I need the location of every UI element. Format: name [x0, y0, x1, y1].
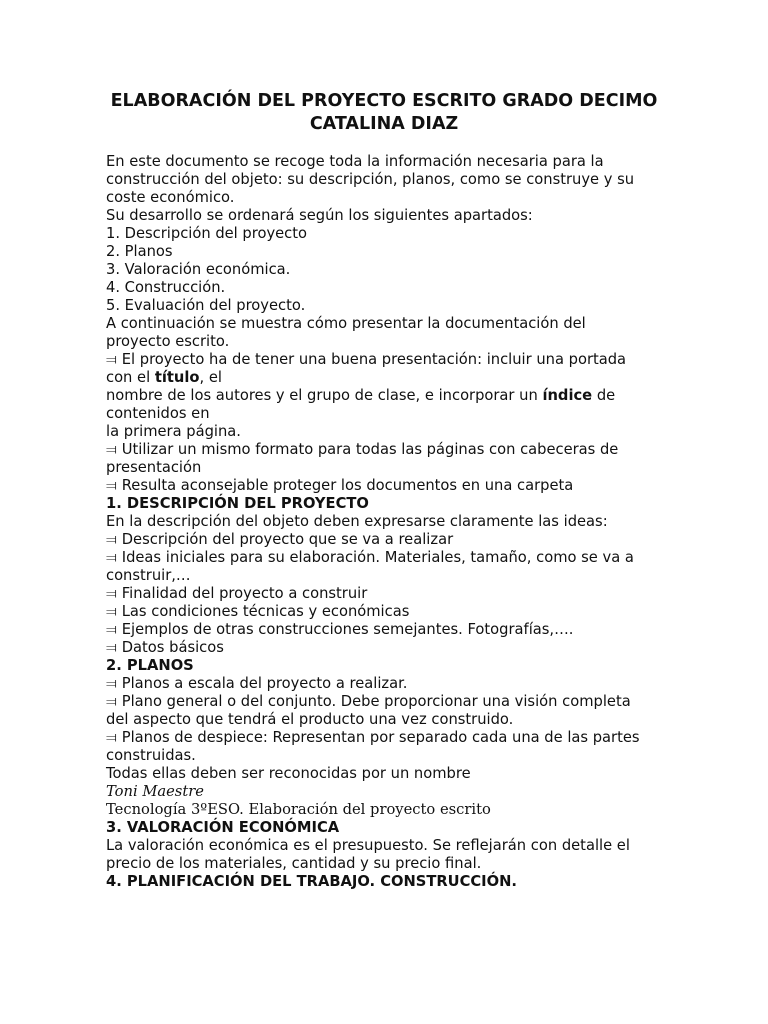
bullet-line: ⫤ Ejemplos de otras construcciones semejantes. Fotografías,….: [106, 621, 574, 638]
list-item: 5. Evaluación del proyecto.: [106, 297, 306, 314]
footer-author: Toni Maestre: [106, 783, 204, 800]
text-span: con el: [106, 369, 155, 386]
footer-course: Tecnología 3ºESO. Elaboración del proyecto escrito: [106, 801, 491, 818]
text-span: nombre de los autores y el grupo de clase, e incorporar un: [106, 387, 543, 404]
text-line: precio de los materiales, cantidad y su precio final.: [106, 855, 482, 872]
section-heading: 4. PLANIFICACIÓN DEL TRABAJO. CONSTRUCCIÓN.: [106, 873, 517, 890]
list-item: 1. Descripción del proyecto: [106, 225, 307, 242]
section-heading: 1. DESCRIPCIÓN DEL PROYECTO: [106, 495, 369, 512]
list-item: 2. Planos: [106, 243, 173, 260]
bold-keyword: índice: [542, 387, 593, 404]
intro-line: A continuación se muestra cómo presentar la documentación del: [106, 315, 586, 332]
text-line: Todas ellas deben ser reconocidas por un nombre: [106, 765, 471, 782]
text-line: contenidos en: [106, 405, 210, 422]
bullet-line: ⫤ Planos a escala del proyecto a realizar.: [106, 675, 408, 692]
text-line: construidas.: [106, 747, 196, 764]
intro-line: proyecto escrito.: [106, 333, 230, 350]
list-item: 4. Construcción.: [106, 279, 226, 296]
bullet-line: ⫤ Descripción del proyecto que se va a realizar: [106, 531, 454, 548]
title-line-2: CATALINA DIAZ: [309, 114, 459, 134]
list-item: 3. Valoración económica.: [106, 261, 291, 278]
bullet-line: ⫤ El proyecto ha de tener una buena presentación: incluir una portada: [106, 351, 627, 368]
bullet-line: ⫤ Plano general o del conjunto. Debe proporcionar una visión completa: [106, 693, 631, 710]
section-heading: 3. VALORACIÓN ECONÓMICA: [106, 819, 340, 836]
bullet-line: ⫤ Datos básicos: [106, 639, 224, 656]
text-line: presentación: [106, 459, 202, 476]
bullet-line: ⫤ Resulta aconsejable proteger los documentos en una carpeta: [106, 477, 574, 494]
bullet-line: ⫤ Las condiciones técnicas y económicas: [106, 603, 410, 620]
text-line: En la descripción del objeto deben expresarse claramente las ideas:: [106, 513, 608, 530]
intro-line: En este documento se recoge toda la información necesaria para la: [106, 153, 604, 170]
text-span: de: [592, 387, 616, 404]
bold-keyword: título: [154, 369, 200, 386]
bullet-line: ⫤ Ideas iniciales para su elaboración. Materiales, tamaño, como se va a: [106, 549, 634, 566]
section-heading: 2. PLANOS: [106, 657, 194, 674]
intro-line: Su desarrollo se ordenará según los siguientes apartados:: [106, 207, 533, 224]
intro-line: construcción del objeto: su descripción, planos, como se construye y su: [106, 171, 635, 188]
title-line-1: ELABORACIÓN DEL PROYECTO ESCRITO GRADO DECIMO: [110, 91, 658, 111]
intro-line: coste económico.: [106, 189, 235, 206]
text-line: la primera página.: [106, 423, 241, 440]
document-title: [0, 90, 768, 136]
bullet-line: ⫤ Utilizar un mismo formato para todas las páginas con cabeceras de: [106, 441, 619, 458]
text-line: La valoración económica es el presupuesto. Se reflejarán con detalle el: [106, 837, 630, 854]
bullet-line: ⫤ Finalidad del proyecto a construir: [106, 585, 368, 602]
document-body: [106, 153, 666, 891]
bullet-line: ⫤ Planos de despiece: Representan por separado cada una de las partes: [106, 729, 640, 746]
text-line: construir,…: [106, 567, 191, 584]
text-span: , el: [199, 369, 222, 386]
text-line: [106, 369, 666, 387]
text-line: del aspecto que tendrá el producto una vez construido.: [106, 711, 514, 728]
text-line: [106, 387, 666, 405]
